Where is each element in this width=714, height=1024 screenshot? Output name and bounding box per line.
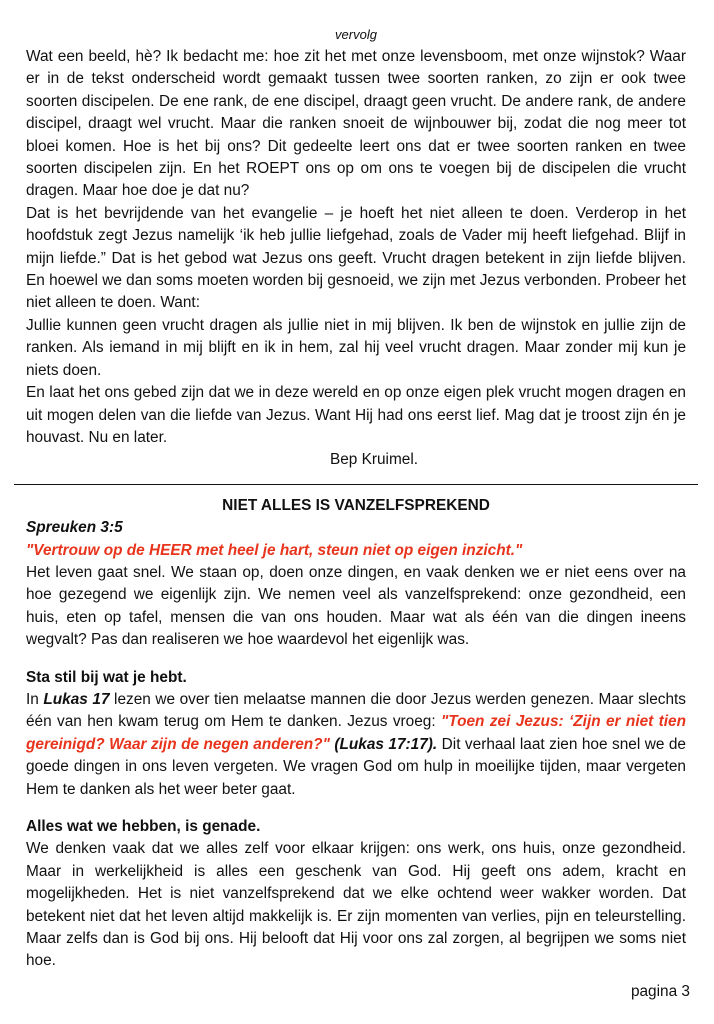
paragraph-bible-quote: Jullie kunnen geen vrucht dragen als jullie niet in mij blijven. Ik ben de wijnstok en jullie zijn de ranken. Als iemand in mij blijft en ik in hem, zal hij veel vrucht dragen. Maar zonder mij kun je niets doen. [26,316,686,379]
text-segment: lezen we over tien melaatse mannen die door Jezus werden genezen. Maar slechts één van hen kwam terug om Hem te danken. Jezus vroeg: [26,690,686,731]
book-reference: Lukas 17 [43,690,110,708]
text-segment: In [26,690,44,708]
scripture-verse: "Vertrouw op de HEER met heel je hart, steun niet op eigen inzicht." [26,541,523,559]
author-signature: Bep Kruimel. [329,451,419,469]
page-number: pagina 3 [630,983,690,1000]
jesus-quote: "Toen zei Jezus: ‘Zijn er niet tien gereinigd? Waar zijn de negen anderen?" [26,713,687,753]
scripture-reference: Spreuken 3:5 [26,519,123,537]
subheading-stand-still: Sta stil bij wat je hebt. [26,668,187,686]
text-segment: Dit verhaal laat zien hoe snel we de goede dingen in ons leven vergeten. We vragen God om hulp in moeilijke tijden, maar vergeten Hem te danken als het weer beter gaat. [26,735,686,798]
quote-reference: (Lukas 17:17). [329,735,438,753]
paragraph-prayer: En laat het ons gebed zijn dat we in deze wereld en op onze eigen plek vrucht mogen dragen en uit mogen delen van die liefde van Jezus. Want Hij had ons eerst lief. Mag dat je troost zijn én je houvast. Nu en later. [26,384,686,446]
scripture-verse-line [26,540,686,562]
page-content [26,28,686,973]
section-divider [14,484,698,485]
paragraph-intro: Het leven gaat snel. We staan op, doen onze dingen, en vaak denken we er niet eens over na hoe gezegend we eigenlijk zijn. We nemen veel als vanzelfsprekend: onze gezondheid, een huis, eten op tafel, mensen die van ons houden. Maar wat als één van die dingen ineens wegvalt? Pas dan realiseren we hoe waardevol het eigenlijk was. [26,563,686,649]
paragraph-grace: We denken vaak dat we alles zelf voor elkaar krijgen: ons werk, ons huis, onze gezondheid. Maar in werkelijkheid is alles een geschenk van God. Hij geeft ons adem, kracht en mogelijkheden. Het is niet vanzelfsprekend dat we elke ochtend weer wakker worden. Dat betekent niet dat het leven altijd makkelijk is. Er zijn momenten van verlies, pijn en teleurstelling. Maar zelfs dan is God bij ons. Hij belooft dat Hij voor ons zal zorgen, al begrijpen we soms niet hoe. [26,840,686,970]
subheading-grace: Alles wat we hebben, is genade. [26,818,261,835]
paragraph-liberating-gospel: Dat is het bevrijdende van het evangelie – je hoeft het niet alleen te doen. Verderop in het hoofdstuk zegt Jezus namelijk ‘ik heb jullie liefgehad, zoals de Vader mij heeft liefgehad. Blijf in mijn liefde.” Dat is het gebod wat Jezus ons geeft. Vrucht dragen betekent in zijn liefde blijven. En hoewel we dan soms moeten worden bij gesnoeid, we zijn met Jezus verbonden. Probeer het niet alleen te doen. Want: [26,204,686,312]
paragraph-lepers [26,689,686,801]
paragraph-vine-image: Wat een beeld, hè? Ik bedacht me: hoe zit het met onze levensboom, met onze wijnstok? Waar er in de tekst onderscheid wordt gemaakt tussen twee soorten ranken, zo zijn er ook twee soorten discipelen. De ene rank, de ene discipel, draagt geen vrucht. De andere rank, de andere discipel, draagt wel vrucht. Maar die ranken snoeit de wijnbouwer bij, zodat die nog meer tot bloei komen. Hoe is het bij ons? Dit gedeelte leert ons dat er twee soorten ranken en twee soorten discipelen zijn. En het ROEPT ons op om ons te voegen bij de discipelen die vrucht dragen. Maar hoe doe je dat nu? [26,48,686,200]
continued-label: vervolg [335,27,377,42]
article-heading: NIET ALLES IS VANZELFSPREKEND [222,496,490,514]
